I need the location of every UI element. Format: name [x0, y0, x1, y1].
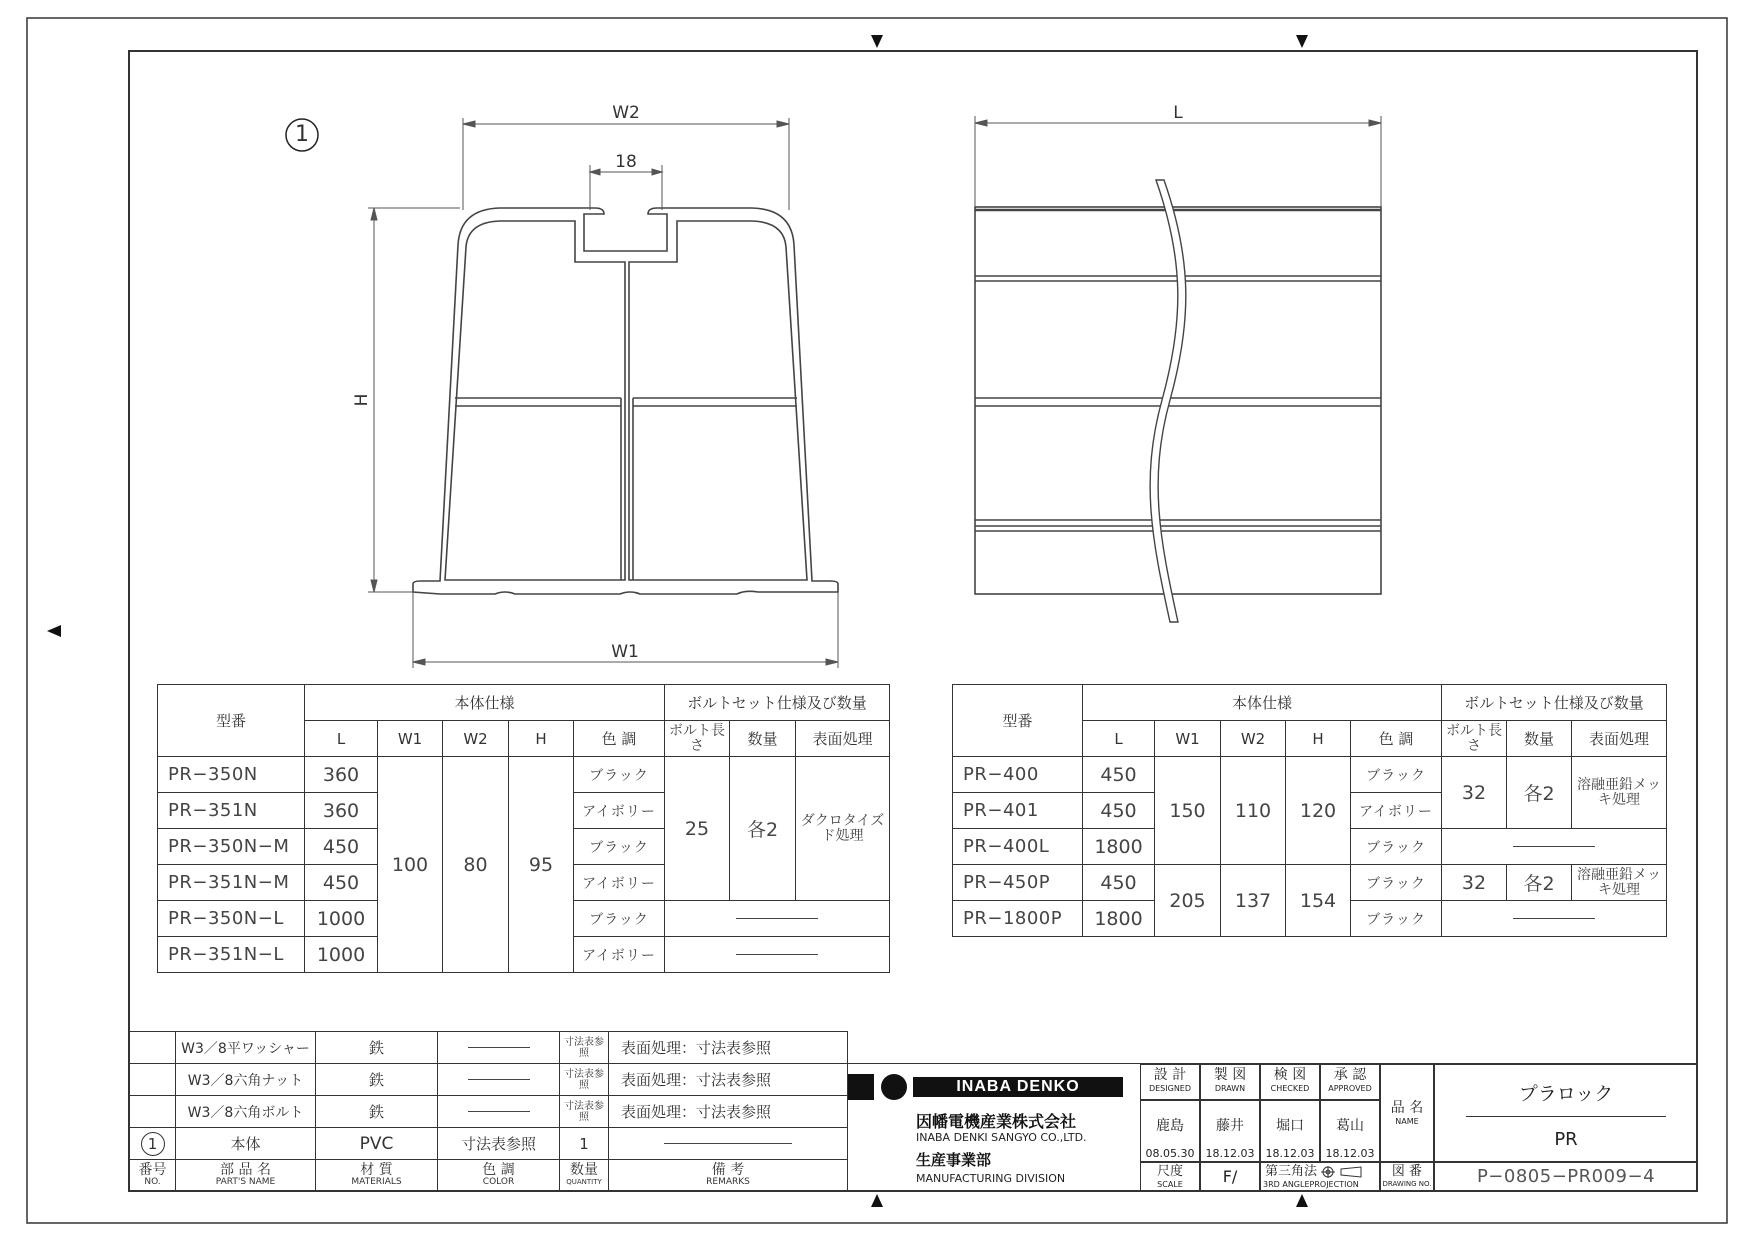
approved-label-en: APPROVED: [1328, 1084, 1372, 1093]
checked-label: 検 図: [1273, 1067, 1307, 1083]
col-header-l: L: [1083, 721, 1155, 757]
col-header-bolt: ボルトセット仕様及び数量: [665, 685, 890, 721]
part-name: W3／8六角ナット: [176, 1064, 316, 1096]
cell-bolt-none: [1442, 901, 1667, 937]
dim-h-label: H: [352, 393, 372, 407]
col-header-surface: 表面処理: [796, 721, 890, 757]
designed-label: 設 計: [1153, 1067, 1187, 1083]
part-quantity: 寸法表参照: [560, 1096, 609, 1128]
division-jp: 生産事業部: [916, 1151, 992, 1169]
company-name-jp: 因幡電機産業株式会社: [916, 1112, 1077, 1131]
cell-surface: 溶融亜鉛メッキ処理: [1572, 865, 1667, 901]
col-header-h: H: [509, 721, 574, 757]
row-length: 450: [1083, 793, 1155, 829]
projection-symbol-icon: [1321, 1166, 1365, 1178]
row-length: 360: [305, 793, 378, 829]
approved-label: 承 認: [1333, 1067, 1367, 1083]
cell-qty: 各2: [1507, 865, 1572, 901]
row-model: PR−351N: [158, 793, 305, 829]
name-label-en: NAME: [1395, 1117, 1419, 1126]
side-view-dimension: [975, 116, 1381, 207]
row-model: PR−400L: [953, 829, 1083, 865]
parts-header-quantity-jp: 数量: [570, 1162, 598, 1178]
col-header-surface: 表面処理: [1572, 721, 1667, 757]
part-color: [438, 1064, 560, 1096]
row-color: ブラック: [1351, 901, 1442, 937]
row-color: ブラック: [1351, 829, 1442, 865]
row-color: ブラック: [1351, 757, 1442, 793]
cell-bolt-none: [665, 937, 890, 973]
cell-w1: 150: [1155, 757, 1221, 865]
scale-value: F/: [1222, 1167, 1238, 1186]
approved-header: [1320, 1064, 1380, 1100]
spec-table-right: [952, 684, 1667, 937]
cross-section-view: [413, 208, 838, 594]
part-material: 鉄: [316, 1064, 438, 1096]
row-color: アイボリー: [574, 937, 665, 973]
row-model: PR−351N−M: [158, 865, 305, 901]
parts-header-name: [176, 1160, 316, 1192]
part-no: [130, 1064, 176, 1096]
part-material: 鉄: [316, 1032, 438, 1064]
parts-header-no: [130, 1160, 176, 1192]
parts-list: [129, 1031, 848, 1192]
dim-w1-label: W1: [611, 642, 639, 662]
part-material: 鉄: [316, 1096, 438, 1128]
row-model: PR−350N: [158, 757, 305, 793]
col-header-h: H: [1286, 721, 1351, 757]
cell-bolt-length: 32: [1442, 865, 1507, 901]
cell-w2: 137: [1221, 865, 1286, 937]
product-name-underline: [1466, 1116, 1666, 1117]
part-name: 本体: [176, 1128, 316, 1160]
part-quantity: 寸法表参照: [560, 1032, 609, 1064]
checked-cell: [1260, 1100, 1320, 1162]
logo-black-square: [848, 1074, 874, 1100]
row-length: 360: [305, 757, 378, 793]
row-length: 450: [305, 865, 378, 901]
approved-by: 葛山: [1336, 1118, 1364, 1134]
dim-18-label: 18: [615, 152, 637, 172]
break-line: [1150, 180, 1186, 622]
part-material: PVC: [316, 1128, 438, 1160]
row-model: PR−350N−L: [158, 901, 305, 937]
part-remarks: [609, 1128, 848, 1160]
part-color: [438, 1096, 560, 1128]
col-header-qty: 数量: [730, 721, 796, 757]
col-header-model: 型番: [158, 685, 305, 757]
parts-header-no-jp: 番号: [138, 1162, 167, 1178]
product-name: プラロック: [1518, 1083, 1614, 1105]
cell-bolt-length: 25: [665, 757, 730, 901]
name-label: 品 名: [1390, 1100, 1424, 1116]
row-model: PR−350N−M: [158, 829, 305, 865]
part-remarks: 表面処理：寸法表参照: [609, 1064, 848, 1096]
approved-cell: [1320, 1100, 1380, 1162]
parts-header-material-jp: 材 質: [360, 1162, 393, 1178]
col-header-l: L: [305, 721, 378, 757]
cell-bolt-none: [665, 901, 890, 937]
company-area: [847, 1064, 1140, 1192]
parts-header-quantity: [560, 1160, 609, 1192]
cell-w2: 80: [443, 757, 509, 973]
checked-header: [1260, 1064, 1320, 1100]
row-length: 1800: [1083, 901, 1155, 937]
cell-surface: 溶融亜鉛メッキ処理: [1572, 757, 1667, 829]
drawing-no-cell: [1434, 1162, 1697, 1192]
part-no: [130, 1032, 176, 1064]
checked-label-en: CHECKED: [1270, 1084, 1310, 1093]
parts-header-material: [316, 1160, 438, 1192]
center-mark-bottom-left: [871, 1194, 883, 1207]
part-name: W3／8六角ボルト: [176, 1096, 316, 1128]
cell-w2: 110: [1221, 757, 1286, 865]
drawing-no-label-en: DRAWING NO.: [1382, 1180, 1432, 1188]
row-color: アイボリー: [574, 793, 665, 829]
row-model: PR−351N−L: [158, 937, 305, 973]
parts-header-material-en: MATERIALS: [351, 1177, 402, 1187]
part-color: 寸法表参照: [438, 1128, 560, 1160]
designed-by: 鹿島: [1156, 1118, 1184, 1134]
logo-circle-icon: [881, 1074, 907, 1100]
row-model: PR−450P: [953, 865, 1083, 901]
cross-section-dimensions: [368, 118, 838, 668]
drawn-cell: [1200, 1100, 1260, 1162]
projection-cell: [1260, 1162, 1380, 1192]
checked-date: 18.12.03: [1265, 1147, 1315, 1160]
col-header-color: 色 調: [1351, 721, 1442, 757]
checked-by: 堀口: [1276, 1118, 1304, 1134]
cell-w1: 100: [378, 757, 443, 973]
center-mark-top-left: [871, 35, 883, 48]
projection-label: 第三角法: [1265, 1164, 1318, 1179]
designed-label-en: DESIGNED: [1148, 1084, 1192, 1093]
approved-date: 18.12.03: [1325, 1147, 1375, 1160]
parts-header-remarks-jp: 備 考: [711, 1162, 745, 1178]
row-model: PR−1800P: [953, 901, 1083, 937]
cell-qty: 各2: [730, 757, 796, 901]
division-en: MANUFACTURING DIVISION: [916, 1172, 1066, 1185]
part-no-circle: 1: [141, 1132, 165, 1156]
col-header-w2: W2: [1221, 721, 1286, 757]
drawn-header: [1200, 1064, 1260, 1100]
title-block: [847, 1063, 1697, 1192]
center-mark-bottom-right: [1296, 1194, 1308, 1207]
parts-header-name-en: PART'S NAME: [215, 1177, 276, 1187]
col-header-bolt: ボルトセット仕様及び数量: [1442, 685, 1667, 721]
drawn-date: 18.12.03: [1205, 1147, 1255, 1160]
row-color: アイボリー: [574, 865, 665, 901]
name-label-cell: [1380, 1064, 1434, 1162]
parts-header-name-jp: 部 品 名: [220, 1162, 271, 1178]
row-color: ブラック: [574, 757, 665, 793]
parts-header-remarks: [609, 1160, 848, 1192]
product-name-cell: [1434, 1064, 1697, 1162]
projection-label-en: 3RD ANGLEPROJECTION: [1263, 1180, 1359, 1189]
col-header-w1: W1: [378, 721, 443, 757]
row-model: PR−400: [953, 757, 1083, 793]
center-mark-left: [47, 625, 61, 637]
row-length: 1000: [305, 937, 378, 973]
center-mark-top-right: [1296, 35, 1308, 48]
drawn-label: 製 図: [1213, 1067, 1247, 1083]
col-header-body: 本体仕様: [1083, 685, 1442, 721]
part-no: [130, 1096, 176, 1128]
drawing-no-label-cell: [1380, 1162, 1434, 1192]
drawing-no: P−0805−PR009−4: [1476, 1166, 1656, 1187]
row-length: 1800: [1083, 829, 1155, 865]
part-remarks: 表面処理：寸法表参照: [609, 1032, 848, 1064]
row-model: PR−401: [953, 793, 1083, 829]
scale-label-cell: [1140, 1162, 1200, 1192]
col-header-w1: W1: [1155, 721, 1221, 757]
brand-bar: INABA DENKO: [913, 1077, 1123, 1097]
drawn-by: 藤井: [1216, 1118, 1244, 1134]
designed-cell: [1140, 1100, 1200, 1162]
parts-header-color-jp: 色 調: [482, 1162, 515, 1178]
row-color: アイボリー: [1351, 793, 1442, 829]
scale-value-cell: [1200, 1162, 1260, 1192]
col-header-bolt-length: ボルト長さ: [665, 721, 730, 757]
col-header-model: 型番: [953, 685, 1083, 757]
designed-date: 08.05.30: [1145, 1147, 1195, 1160]
company-name-en: INABA DENKI SANGYO CO.,LTD.: [916, 1131, 1087, 1144]
cell-h: 120: [1286, 757, 1351, 865]
row-color: ブラック: [574, 829, 665, 865]
drawn-label-en: DRAWN: [1214, 1084, 1246, 1093]
designed-header: [1140, 1064, 1200, 1100]
cell-bolt-none: [1442, 829, 1667, 865]
dim-l-label: L: [1173, 103, 1183, 123]
part-quantity: 1: [560, 1128, 609, 1160]
cell-h: 95: [509, 757, 574, 973]
inner-frame: [129, 51, 1697, 1191]
cell-h: 154: [1286, 865, 1351, 937]
part-color: [438, 1032, 560, 1064]
product-code: PR: [1554, 1129, 1578, 1150]
cell-qty: 各2: [1507, 757, 1572, 829]
part-no: [130, 1128, 176, 1160]
scale-label: 尺度: [1156, 1164, 1183, 1179]
item-marker-label: 1: [295, 122, 309, 147]
col-header-w2: W2: [443, 721, 509, 757]
part-quantity: 寸法表参照: [560, 1064, 609, 1096]
drawing-no-label: 図 番: [1391, 1164, 1423, 1179]
cell-bolt-length: 32: [1442, 757, 1507, 829]
cell-surface: ダクロタイズド処理: [796, 757, 890, 901]
parts-header-no-en: NO.: [144, 1177, 161, 1187]
row-length: 1000: [305, 901, 378, 937]
cell-w1: 205: [1155, 865, 1221, 937]
part-remarks: 表面処理：寸法表参照: [609, 1096, 848, 1128]
spec-table-left: [157, 684, 890, 973]
scale-label-en: SCALE: [1157, 1180, 1183, 1189]
row-color: ブラック: [1351, 865, 1442, 901]
row-length: 450: [1083, 865, 1155, 901]
col-header-body: 本体仕様: [305, 685, 665, 721]
row-length: 450: [1083, 757, 1155, 793]
col-header-color: 色 調: [574, 721, 665, 757]
dim-w2-label: W2: [612, 103, 640, 123]
parts-header-color-en: COLOR: [482, 1177, 515, 1187]
col-header-bolt-length: ボルト長さ: [1442, 721, 1507, 757]
parts-header-color: [438, 1160, 560, 1192]
row-length: 450: [305, 829, 378, 865]
row-color: ブラック: [574, 901, 665, 937]
parts-header-remarks-en: REMARKS: [706, 1177, 750, 1187]
part-name: W3／8平ワッシャー: [176, 1032, 316, 1064]
parts-header-quantity-en: QUANTITY: [566, 1178, 602, 1186]
col-header-qty: 数量: [1507, 721, 1572, 757]
